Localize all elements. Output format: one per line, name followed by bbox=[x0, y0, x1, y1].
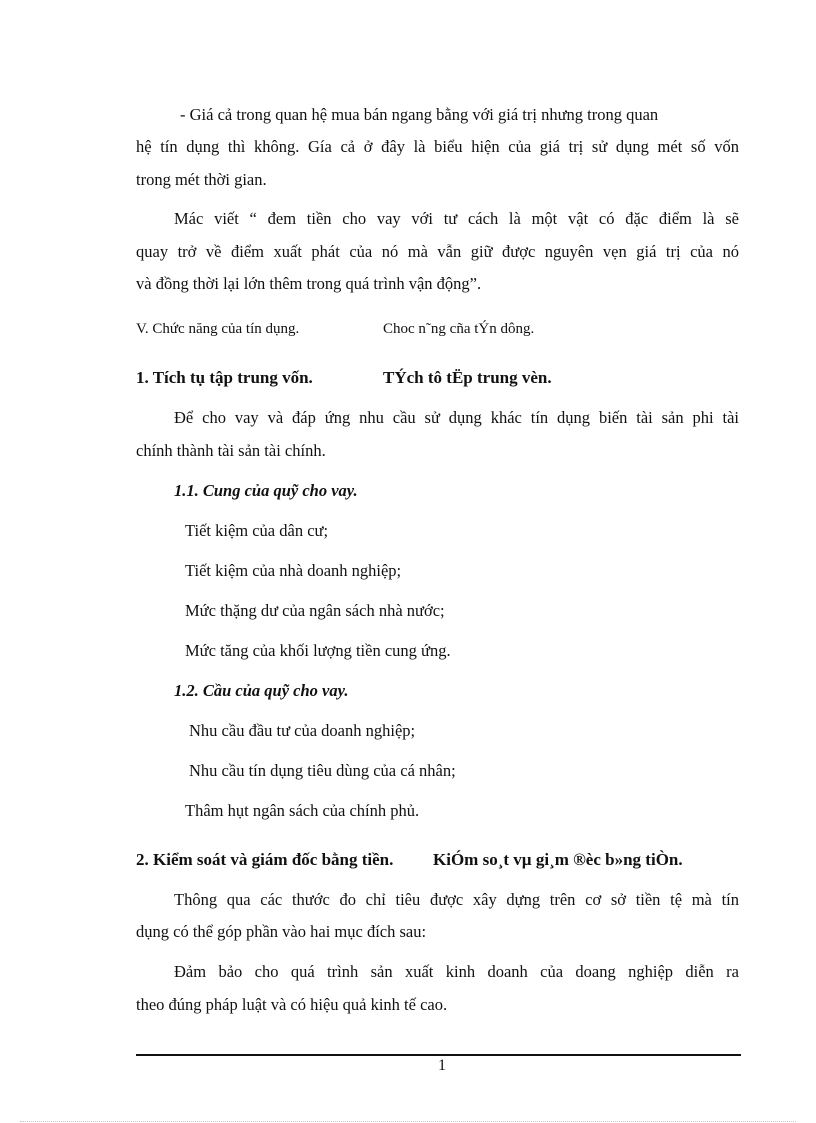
paragraph-5-line-1: Đảm bảo cho quá trình sản xuất kinh doanh của doang nghiệp diễn ra bbox=[174, 962, 739, 981]
paragraph-2-line-3: và đồng thời lại lớn thêm trong quá trình vận động”. bbox=[136, 274, 482, 293]
section-2-garbled-title: KiÓm so¸t vµ gi¸m ®èc b»ng tiÒn. bbox=[433, 850, 683, 869]
demand-item: Nhu cầu tín dụng tiêu dùng của cá nhân; bbox=[189, 761, 456, 780]
page-number: 1 bbox=[438, 1057, 446, 1074]
paragraph-3-line-1: Để cho vay và đáp ứng nhu cầu sử dụng khác tín dụng biến tài sản phi tài bbox=[174, 408, 739, 427]
subsection-1-1-title: 1.1. Cung của quỹ cho vay. bbox=[174, 481, 358, 500]
supply-item: Tiết kiệm của nhà doanh nghiệp; bbox=[185, 561, 402, 580]
supply-item: Mức tăng của khối lượng tiền cung ứng. bbox=[185, 641, 451, 660]
section-1-garbled-title: TÝch tô tËp trung vèn. bbox=[383, 368, 552, 387]
page-bottom-dotted-edge bbox=[20, 1121, 796, 1122]
section-v-title: V. Chức năng của tín dụng. bbox=[136, 321, 300, 337]
paragraph-1-line-1: - Giá cả trong quan hệ mua bán ngang bằng với giá trị nhưng trong quan bbox=[180, 105, 659, 124]
paragraph-4-line-2: dụng có thể góp phần vào hai mục đích sau: bbox=[136, 922, 427, 941]
section-v-garbled-title: Choc n˜ng cña tÝn dông. bbox=[383, 321, 535, 337]
supply-item: Tiết kiệm của dân cư; bbox=[185, 521, 329, 540]
paragraph-1-line-2: hệ tín dụng thì không. Gía cả ở đây là biểu hiện của giá trị sử dụng mét số vốn bbox=[136, 137, 739, 156]
paragraph-3-line-2: chính thành tài sản tài chính. bbox=[136, 441, 326, 460]
paragraph-1-line-3: trong mét thời gian. bbox=[136, 170, 267, 189]
subsection-1-2-title: 1.2. Cầu của quỹ cho vay. bbox=[174, 681, 349, 700]
section-1-title: 1. Tích tụ tập trung vốn. bbox=[136, 368, 313, 387]
paragraph-5-line-2: theo đúng pháp luật và có hiệu quả kinh tế cao. bbox=[136, 995, 448, 1014]
section-2-title: 2. Kiểm soát và giám đốc bằng tiền. bbox=[136, 850, 394, 869]
supply-item: Mức thặng dư của ngân sách nhà nước; bbox=[185, 601, 445, 620]
paragraph-4-line-1: Thông qua các thước đo chỉ tiêu được xây dựng trên cơ sở tiền tệ mà tín bbox=[174, 890, 739, 909]
demand-item: Nhu cầu đầu tư của doanh nghiệp; bbox=[189, 721, 416, 740]
paragraph-2-line-1: Mác viết “ đem tiền cho vay với tư cách là một vật có đặc điểm là sẽ bbox=[174, 209, 739, 228]
paragraph-2-line-2: quay trở về điểm xuất phát của nó mà vẫn giữ được nguyên vẹn giá trị của nó bbox=[136, 242, 739, 261]
demand-item: Thâm hụt ngân sách của chính phủ. bbox=[185, 801, 420, 820]
